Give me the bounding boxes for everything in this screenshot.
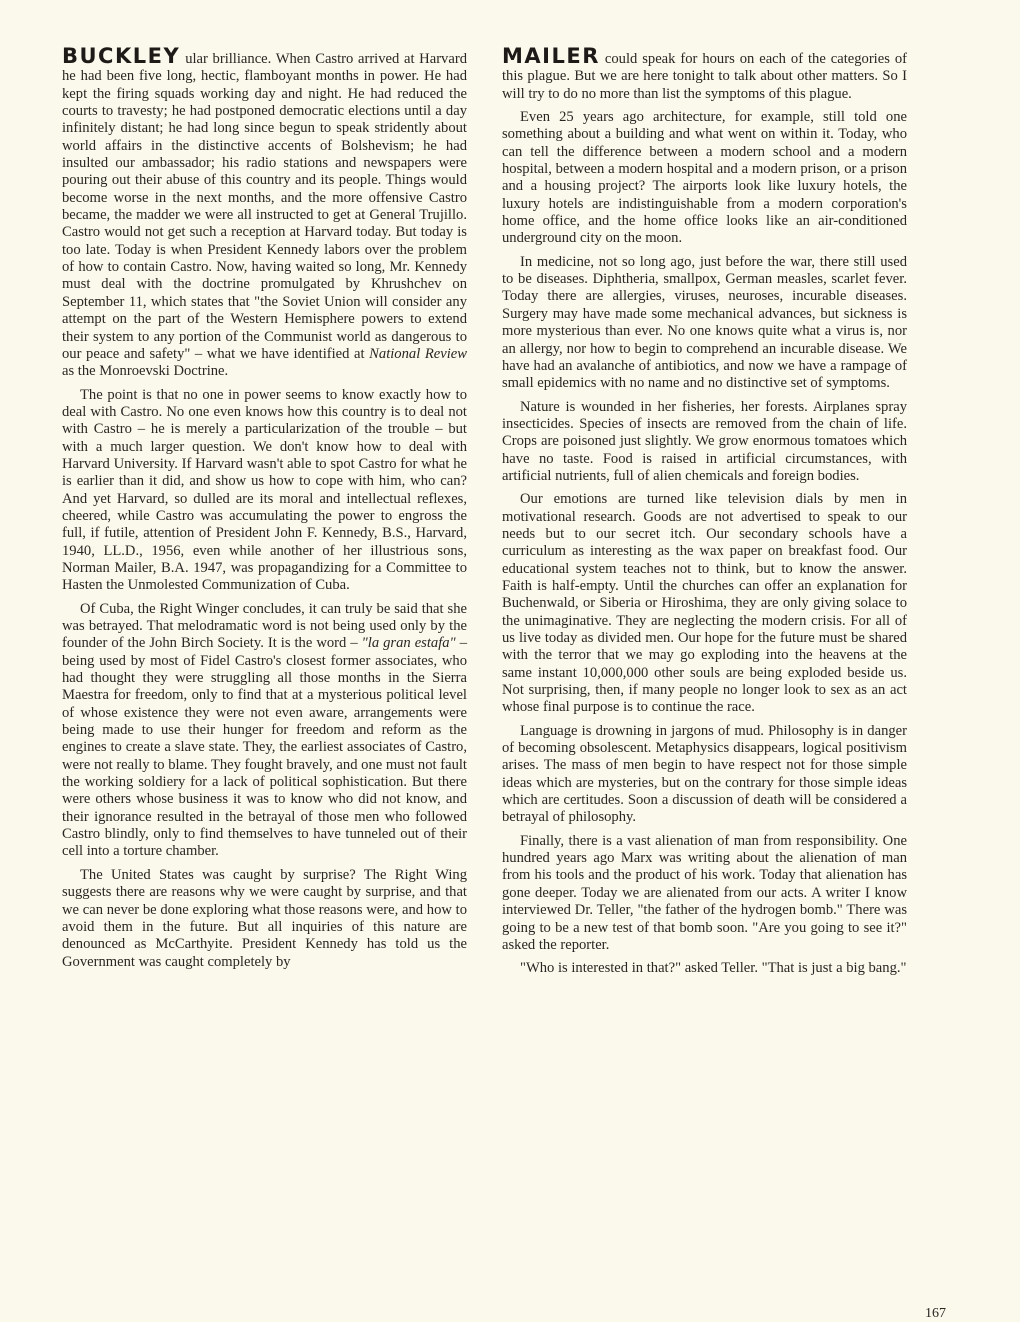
- paragraph: "Who is interested in that?" asked Teller. "That is just a big bang.": [520, 960, 907, 977]
- paragraph: The point is that no one in power seems to know exactly how to deal with Castro. No one even knows how this country is to deal not with Castro – he is merely a particularization of the trouble – but with a much larger question. We don't know how to deal with Harvard University. If Harvard wasn't able to spot Castro for what he is earlier than it did, and show us how to cope with him, who can? And yet Harvard, so dulled are its moral and intellectual reflexes, cheered, while Castro was accumulating the power to engross the full, if futile, attention of President John F. Kennedy, B.S., Harvard, 1940, LL.D., 1956, even while another of her illustrious sons, Norman Mailer, B.A. 1947, was propagandizing for a Committee to Hasten the Unmolested Communization of Cuba.: [62, 386, 467, 594]
- paragraph: Nature is wounded in her fisheries, her forests. Airplanes spray insecticides. Species of insects are removed from the chain of life. Crops are poisoned just slightly. We grow enormous tomatoes which have no taste. Food is raised in artificial circumstances, with artificial nutrients, full of alien chemicals and foreign bodies.: [502, 398, 907, 484]
- paragraph: Finally, there is a vast alienation of man from responsibility. One hundred years ago Marx was writing about the alienation of man from his tools and the product of his work. Today that alienation has gone deeper. Today we are alienated from our acts. A writer I know interviewed Dr. Teller, "the father of the hydrogen bomb." There was going to be a new test of that bomb soon. "Are you going to see it?" asked the reporter.: [502, 832, 907, 953]
- buckley-column: [62, 44, 467, 977]
- speaker-name: BUCKLEY: [62, 44, 181, 68]
- page-number: 167: [925, 1306, 946, 1321]
- paragraph: Of Cuba, the Right Winger concludes, it can truly be said that she was betrayed. That melodramatic word is not being used only by the founder of the John Birch Society. It is the word – "la gran estafa" – being used by most of Fidel Castro's closest former associates, who had thought they were struggling all those months in the Sierra Maestra for freedom, only to find that at a mysterious political level of whose existence they were not even aware, arrangements were being made to use their hunger for freedom and reform as the engines to create a slave state. They, the earliest associates of Castro, were not really to blame. They fought bravely, and one must not fault the working soldiery for a lack of political sophistication. But there were others whose business it was to know who did not know, and their ignorance resulted in the betrayal of those men who followed Castro blindly, only to find themselves to have tunneled out of their cell into a torture chamber.: [62, 600, 467, 860]
- paragraph: MAILER could speak for hours on each of the categories of this plague. But we are here tonight to talk about other matters. So I will try to do no more than list the symptoms of this plague.: [502, 44, 907, 102]
- paragraph: Our emotions are turned like television dials by men in motivational research. Goods are not advertised to speak to our needs but to our secret itch. Our secondary schools have a curriculum as interesting as the wax paper on breakfast food. Our educational system teaches not to think, but to know the answer. Faith is half-empty. Until the churches can offer an explanation for Buchenwald, or Siberia or Hiroshima, they are only giving solace to the unimaginative. They are neglecting the modern crisis. For all of us live today as divided men. Our hope for the future must be shared with the terror that we may go exploding into the heavens at the same instant 10,000,000 other souls are being exploded beside us. Not surprising, then, if many people no longer look to sex as an act whose final purpose is to continue the race.: [502, 491, 907, 716]
- mailer-column: [502, 44, 907, 984]
- paragraph: BUCKLEY ular brilliance. When Castro arrived at Harvard he had been five long, hectic, flamboyant months in power. He had kept the firing squads working day and night. He had reduced the courts to travesty; he had postponed democratic elections until a day infinitely distant; he had long since begun to speak stridently about world affairs in the distinctive accents of Bolshevism; he had insulted our ambassador; his radio stations and newspapers were pouring out their abuse of this country and its people. Things would become worse in the next months, and the more offensive Castro became, the madder we were all instructed to get at General Trujillo. Castro would not get such a reception at Harvard today. But today is too late. Today is when President Kennedy labors over the problem of how to contain Castro. Now, having waited so long, Mr. Kennedy must deal with the doctrine promulgated by Khrushchev on September 11, which states that "the Soviet Union will consider any attempt on the part of the Western Hemisphere powers to extend their system to any portion of the Communist world as dangerous to our peace and safety" – what we have identified at National Review as the Monroevski Doctrine.: [62, 44, 467, 380]
- paragraph: Language is drowning in jargons of mud. Philosophy is in danger of becoming obsolescent. Metaphysics disappears, logical positivism arises. The mass of men begin to have respect not for those simple ideas which are mysteries, but on the contrary for those simple ideas which are certitudes. Soon a discussion of death will be considered a betrayal of philosophy.: [502, 722, 907, 826]
- paragraph: In medicine, not so long ago, just before the war, there still used to be diseases. Diphtheria, smallpox, German measles, scarlet fever. Today there are allergies, viruses, neuroses, incurable diseases. Surgery may have made some mechanical advances, but sickness is more mysterious than ever. No one knows quite what a virus is, nor an allergy, nor how to begin to comprehend an incurable disease. We have had an avalanche of antibiotics, and now we have a rampage of small epidemics with no name and no distinctive set of symptoms.: [502, 253, 907, 392]
- speaker-name: MAILER: [502, 44, 600, 68]
- paragraph: The United States was caught by surprise? The Right Wing suggests there are reasons why we were caught by surprise, and that we can never be done exploring what those reasons were, and how to avoid them in the future. But all inquiries of this nature are denounced as McCarthyite. President Kennedy has told us the Government was caught completely by: [62, 866, 467, 970]
- paragraph: Even 25 years ago architecture, for example, still told one something about a building and what went on within it. Today, who can tell the difference between a modern school and a modern hospital, between a modern hospital and a modern prison, or a prison and a housing project? The airports look like luxury hotels, the luxury hotels are indistinguishable from a modern corporation's home office, and the home office looks like an air-conditioned underground city on the moon.: [502, 109, 907, 247]
